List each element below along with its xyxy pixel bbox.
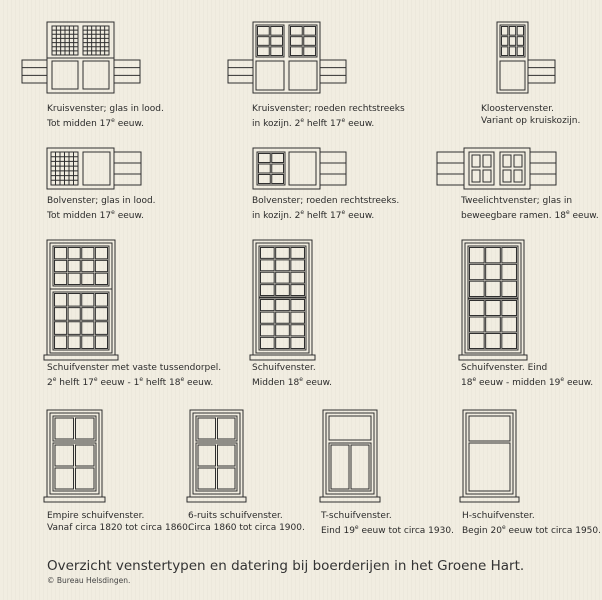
glass-pane [55,336,67,349]
glass-pane [55,418,74,439]
glass-pane [82,260,94,271]
glass-pane [304,47,316,56]
glass-pane [291,37,303,46]
glass-pane [502,27,508,36]
glass-pane [82,294,94,307]
glass-pane [291,27,303,36]
sash [469,152,494,185]
glass-pane [272,175,284,184]
sill [320,497,380,502]
glass-pane [95,248,107,259]
glass-pane [82,322,94,335]
glass-pane [509,27,515,36]
sash [500,152,525,185]
sash [257,152,285,185]
lower-sash [468,299,518,350]
lower-panel [289,152,316,185]
glass-pane [218,445,236,466]
lower-sash [196,443,237,491]
caption-schuifvenster-eind: Schuifvenster. Eind 18e eeuw - midden 19e eeuw. [461,363,594,388]
glass-pane [291,325,305,336]
inner-frame [50,243,112,353]
sill [44,355,118,360]
caption-h-schuifvenster: H-schuifvenster. Begin 20e eeuw tot circa 1950. [462,511,601,536]
glass-pane [304,27,316,36]
caption-tweelichtvenster: Tweelichtvenster; glas in beweegbare ramen. 18e eeuw. [461,196,599,221]
glass-pane [76,418,95,439]
glass-pane [291,272,305,283]
sash [289,25,317,57]
glass-pane [82,273,94,284]
window-kruisvenster-lood [22,22,140,93]
window-tweelichtvenster [437,148,556,189]
glass-pane [486,264,501,279]
glass-pane [514,170,522,182]
glass-pane [351,445,369,489]
inner-frame [466,413,513,494]
caption-schuifvenster: Schuifvenster. Midden 18e eeuw. [252,363,332,388]
shutter [320,152,346,185]
glass-pane [276,337,290,348]
glass-pane [331,445,349,489]
glass-pane [259,154,271,163]
glass-pane [258,37,270,46]
glass-pane [68,294,80,307]
inner-frame [193,413,240,494]
window-frame [464,148,530,189]
shutter [22,60,47,83]
lower-panel [256,61,284,90]
glass-pane [76,468,95,489]
glass-pane [261,285,275,296]
glass-pane [272,164,284,173]
glass-pane [261,337,275,348]
caption-bolvenster-lood: Bolvenster; glas in lood. Tot midden 17e eeuw. [47,196,156,221]
glass-pane [198,445,216,466]
glass-pane [261,312,275,323]
upper-sash [196,416,237,441]
glass-pane [198,468,216,489]
upper-sash [53,246,109,286]
glass-pane [258,27,270,36]
glass-pane [483,155,491,167]
window-frame [253,148,320,189]
window-bolvenster-roeden [253,148,346,189]
caption-kloostervenster: Kloostervenster. Variant op kruiskozijn. [481,104,581,126]
lower-panel [52,61,78,89]
shutter [528,60,555,83]
sash [500,25,525,57]
glass-pane [291,337,305,348]
glass-pane [68,322,80,335]
sill [459,355,527,360]
glass-pane [55,273,67,284]
glass-pane [291,312,305,323]
lower-sash [329,443,371,491]
glass-pane [470,248,485,263]
glass-pane [95,273,107,284]
window-schuifvenster [250,240,315,360]
upper-sash [53,416,96,441]
window-t-schuifvenster [320,410,380,502]
upper-sash [259,246,306,297]
glass-pane [502,334,517,349]
sill [187,497,246,502]
glass-pane [502,281,517,296]
sill [44,497,105,502]
sill [250,355,315,360]
glass-pane [472,170,480,182]
lower-sash [259,298,306,350]
glass-pane [55,468,74,489]
inner-frame [50,413,99,494]
caption-t-schuifvenster: T-schuifvenster. Eind 19e eeuw tot circa 1930. [321,511,454,536]
caption-6-ruits-schuifvenster: 6-ruits schuifvenster. Circa 1860 tot circa 1900. [188,511,305,533]
glass-pane [272,154,284,163]
glass-pane [470,281,485,296]
glass-pane [68,273,80,284]
glass-pane [502,317,517,332]
glass-pane [486,317,501,332]
caption-empire-schuifvenster: Empire schuifvenster. Vanaf circa 1820 tot circa 1860. [47,511,191,533]
window-frame [47,148,114,189]
glass-pane [470,264,485,279]
glass-pane [486,248,501,263]
page-title: Overzicht venstertypen en datering bij boerderijen in het Groene Hart. [47,558,525,574]
glass-pane [503,155,511,167]
window-bolvenster-lood [47,148,141,189]
glass-pane [55,308,67,321]
glass-pane [291,248,305,259]
shutter [114,60,140,83]
glass-pane [470,317,485,332]
lower-panel [83,152,110,185]
caption-schuifvenster-tussendorpel: Schuifvenster met vaste tussendorpel. 2e helft 17e eeuw - 1e helft 18e eeuw. [47,363,222,388]
sill [460,497,519,502]
glass-pane [76,445,95,466]
glass-pane [502,264,517,279]
window-frame [463,410,516,497]
glass-pane [470,334,485,349]
glass-pane [259,164,271,173]
glass-pane [291,260,305,271]
glass-pane [198,418,216,439]
glass-pane [291,300,305,311]
caption-bolvenster-roeden: Bolvenster; roeden rechtstreeks. in kozijn. 2e helft 17e eeuw. [252,196,400,221]
glass-pane [82,336,94,349]
top-light [329,416,371,440]
shutter [320,60,346,83]
glass-pane [259,175,271,184]
glass-pane [95,336,107,349]
glass-pane [95,260,107,271]
glass-pane [55,445,74,466]
glass-pane [271,47,283,56]
glass-pane [276,260,290,271]
glass-pane [218,418,236,439]
glass-pane [55,322,67,335]
glass-pane [95,294,107,307]
glass-pane [502,47,508,56]
shutter [114,152,141,185]
glass-pane [509,47,515,56]
glass-pane [68,260,80,271]
glass-pane [271,27,283,36]
inner-frame [326,413,374,494]
glass-pane [514,155,522,167]
glass-pane [517,27,523,36]
window-schuifvenster-tussendorpel [44,240,118,360]
glass-pane [82,308,94,321]
glass-pane [276,248,290,259]
glass-pane [502,37,508,46]
window-h-schuifvenster [460,410,519,502]
glass-pane [261,260,275,271]
upper-sash [468,246,518,298]
lower-panel [289,61,317,90]
caption-kruisvenster-lood: Kruisvenster; glas in lood. Tot midden 17e eeuw. [47,104,164,129]
glass-pane [517,47,523,56]
glass-pane [261,272,275,283]
glass-pane [486,334,501,349]
glass-pane [261,300,275,311]
glass-pane [517,37,523,46]
glass-pane [68,308,80,321]
shutter [228,60,253,83]
glass-pane [502,248,517,263]
window-frame [47,240,115,355]
lower-panel [83,61,109,89]
glass-pane [276,300,290,311]
glass-pane [95,308,107,321]
glass-pane [276,312,290,323]
glass-pane [82,248,94,259]
glass-pane [218,468,236,489]
glass-pane [291,47,303,56]
caption-kruisvenster-roeden: Kruisvenster; roeden rechtstreeks in kozijn. 2e helft 17e eeuw. [252,104,405,129]
glass-pane [68,336,80,349]
shutter [530,152,556,185]
lower-sash [53,292,109,350]
glass-pane [483,170,491,182]
sash [256,25,284,57]
glass-pane [304,37,316,46]
shutter [437,152,464,185]
glass-pane [276,272,290,283]
glass-pane [486,281,501,296]
glass-pane [276,325,290,336]
glass-pane [291,285,305,296]
credit-line: © Bureau Helsdingen. [47,576,131,585]
window-kruisvenster-roeden [228,22,346,93]
window-empire-schuifvenster [44,410,105,502]
lower-sash [53,443,96,491]
glass-pane [261,248,275,259]
glass-pane [470,301,485,316]
glass-pane [502,301,517,316]
window-kloostervenster [497,22,555,93]
glass-pane [68,248,80,259]
glass-pane [261,325,275,336]
glass-pane [258,47,270,56]
glass-pane [271,37,283,46]
glass-pane [55,248,67,259]
glass-pane [486,301,501,316]
glass-pane [509,37,515,46]
lower-panel [500,61,525,90]
glass-pane [55,294,67,307]
window-schuifvenster-eind [459,240,527,360]
glass-pane [276,285,290,296]
glass-pane [95,322,107,335]
glass-pane [55,260,67,271]
glass-pane [472,155,480,167]
window-6-ruits-schuifvenster [187,410,246,502]
top-light [469,416,510,441]
glass-pane [503,170,511,182]
lower-sash [469,443,510,491]
